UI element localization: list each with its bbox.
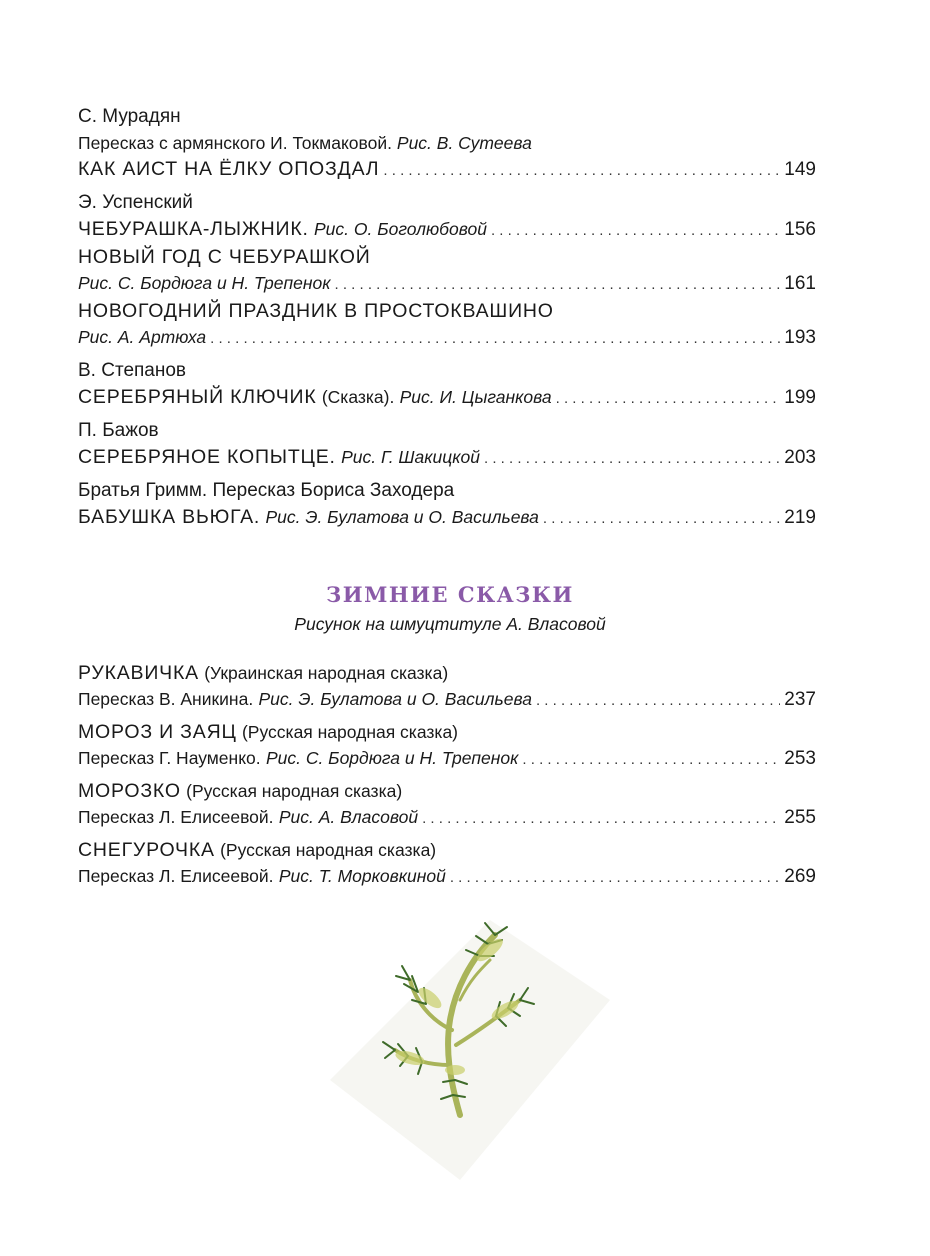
dot-leader [422,806,780,830]
entry-credit: Пересказ Г. Науменко. [78,748,261,768]
entry-credit-line [78,130,816,156]
toc-entry [78,298,816,350]
entry-title: МОРОЗКО [78,780,181,802]
dot-leader [536,688,780,712]
entry-label [78,804,418,830]
toc-entry-row[interactable] [78,686,816,712]
entry-page-number: 199 [784,387,816,408]
entry-illustrator: Рис. Г. Шакицкой [341,447,481,467]
toc-entry-row[interactable] [78,216,816,242]
entry-page-number: 237 [784,689,816,710]
entry-title: БАБУШКА ВЬЮГА. [78,506,261,528]
entry-author: В. Степанов [78,360,187,381]
dot-leader [334,272,780,296]
entry-title: СЕРЕБРЯНЫЙ КЛЮЧИК [78,386,317,408]
entry-page-number: 219 [784,507,816,528]
entry-credit: Пересказ В. Аникина. [78,689,254,709]
entry-page-number: 269 [784,866,816,887]
toc-entry [78,660,816,712]
toc-entry [78,417,816,470]
dot-leader [484,446,780,470]
dot-leader [210,326,780,350]
section-subtitle: Рисунок на шмуцтитуле А. Власовой [294,614,606,634]
entry-illustrator: Рис. Э. Булатова и О. Васильева [258,689,532,709]
entry-credit: Пересказ Л. Елисеевой. [78,807,274,827]
entry-illustrator: Рис. А. Артюха [78,327,207,347]
entry-label [78,504,539,530]
entry-illustrator: Рис. С. Бордюга и Н. Трепенок [265,748,519,768]
entry-illustrator: Рис. Э. Булатова и О. Васильева [265,507,539,527]
entry-page-number: 203 [784,447,816,468]
entry-page-number: 161 [784,273,816,294]
entry-title: КАК АИСТ НА ЁЛКУ ОПОЗДАЛ [78,158,380,180]
dot-leader [491,218,780,242]
toc-entry [78,103,816,182]
entry-illustrator: Рис. О. Боголюбовой [314,219,487,239]
entry-title: МОРОЗ И ЗАЯЦ [78,721,237,743]
entry-note: (Русская народная сказка) [186,781,403,801]
entry-illustrator: Рис. Т. Морковкиной [278,866,446,886]
toc-entry-row[interactable] [78,504,816,530]
entry-label [78,444,480,470]
entry-page-number: 156 [784,219,816,240]
toc-entry-row[interactable] [78,270,816,296]
entry-credit: Пересказ с армянского И. Токмаковой. [78,133,393,153]
entry-author: С. Мурадян [78,106,181,127]
entry-note: (Украинская народная сказка) [204,663,449,683]
entry-label [78,686,532,712]
entry-label [78,745,518,771]
toc-list-top [78,103,816,530]
branch-shadow [330,920,610,1180]
toc-entry [78,719,816,771]
entry-page-number: 255 [784,807,816,828]
toc-entry-row[interactable] [78,444,816,470]
toc-entry-row[interactable] [78,156,816,182]
toc-entry-row[interactable] [78,745,816,771]
entry-author: Э. Успенский [78,192,193,213]
entry-illustrator: Рис. В. Сутеева [396,133,532,153]
entry-title: НОВЫЙ ГОД С ЧЕБУРАШКОЙ [78,246,371,268]
entry-illustrator: Рис. А. Власовой [278,807,419,827]
entry-illustrator: Рис. С. Бордюга и Н. Трепенок [78,273,331,293]
entry-label [78,216,487,242]
entry-title: НОВОГОДНИЙ ПРАЗДНИК В ПРОСТОКВАШИНО [78,300,554,322]
entry-heading-line [78,778,816,804]
dot-leader [556,386,781,410]
toc-list-bottom [78,660,816,889]
toc-entry [78,189,816,242]
entry-page-number: 149 [784,159,816,180]
dot-leader [522,747,780,771]
section-title: ЗИМНИЕ СКАЗКИ [326,582,574,607]
entry-heading-line [78,837,816,863]
entry-note: (Русская народная сказка) [220,840,437,860]
entry-title: РУКАВИЧКА [78,662,199,684]
entry-author: Братья Гримм. Пересказ Бориса Заходера [78,480,455,501]
entry-heading-line [78,660,816,686]
toc-entry [78,778,816,830]
entry-heading-line [78,719,816,745]
entry-page-number: 193 [784,327,816,348]
toc-entry [78,357,816,410]
entry-label [78,384,552,410]
entry-page-number: 253 [784,748,816,769]
dot-leader [543,506,780,530]
entry-note: (Сказка). [321,387,395,407]
fir-branch-icon [310,880,610,1190]
toc-entry-row[interactable] [78,804,816,830]
toc-entry [78,244,816,296]
entry-note: (Русская народная сказка) [241,722,459,742]
entry-credit: Пересказ Л. Елисеевой. [78,866,274,886]
dot-leader [383,158,780,182]
entry-illustrator: Рис. И. Цыганкова [399,387,552,407]
toc-entry-row[interactable] [78,384,816,410]
entry-title: СНЕГУРОЧКА [78,839,215,861]
toc-entry-row[interactable] [78,324,816,350]
entry-title: СЕРЕБРЯНОЕ КОПЫТЦЕ. [78,446,336,468]
entry-title: ЧЕБУРАШКА-ЛЫЖНИК. [78,218,309,240]
entry-author: П. Бажов [78,420,159,441]
toc-entry [78,477,816,530]
